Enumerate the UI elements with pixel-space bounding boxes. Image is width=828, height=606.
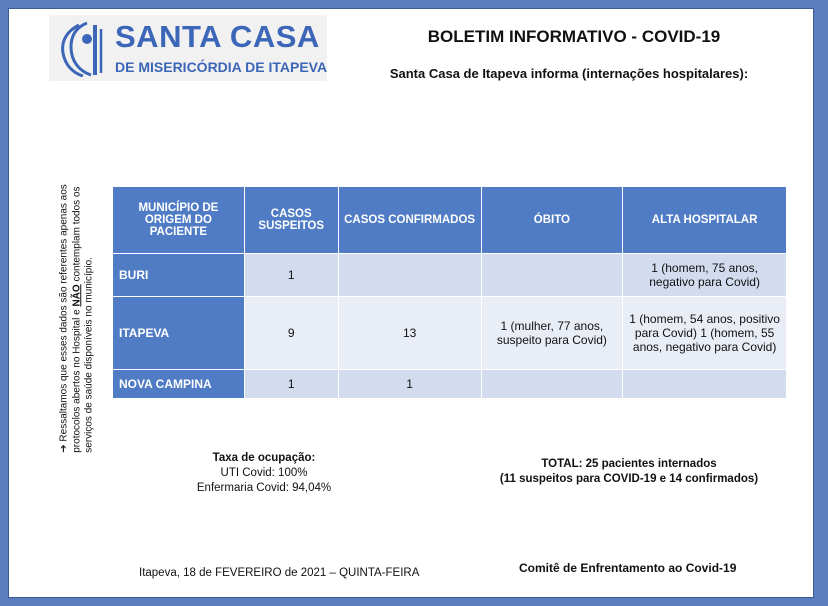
occupancy-label: Taxa de ocupação: bbox=[212, 452, 316, 464]
header-suspeitos: CASOS SUSPEITOS bbox=[244, 187, 338, 254]
cell-obito: 1 (mulher, 77 anos, suspeito para Covid) bbox=[481, 297, 623, 370]
side-note-text-before: Ressaltamos que esses dados são referentes apenas aos protocolos abertos no Hospital e bbox=[58, 184, 82, 453]
page-title: BOLETIM INFORMATIVO - COVID-19 bbox=[427, 27, 721, 46]
cell-obito bbox=[481, 254, 623, 297]
cell-suspeitos: 9 bbox=[244, 297, 338, 370]
header-confirmados: CASOS CONFIRMADOS bbox=[338, 187, 481, 254]
cell-municipio: ITAPEVA bbox=[113, 297, 245, 370]
header-alta: ALTA HOSPITALAR bbox=[623, 187, 787, 254]
occupancy-uti: UTI Covid: 100% bbox=[220, 467, 308, 479]
occupancy-rates bbox=[169, 451, 359, 496]
santa-casa-logo-icon bbox=[57, 21, 109, 77]
header-municipio: MUNICÍPIO DE ORIGEM DO PACIENTE bbox=[113, 187, 245, 254]
total-summary bbox=[479, 457, 779, 487]
table-row bbox=[113, 370, 787, 399]
logo bbox=[49, 15, 327, 81]
footer-committee: Comitê de Enfrentamento ao Covid-19 bbox=[519, 561, 737, 575]
table-row bbox=[113, 297, 787, 370]
total-line2: (11 suspeitos para COVID-19 e 14 confirmados) bbox=[499, 473, 759, 485]
side-note bbox=[58, 163, 96, 453]
cell-alta: 1 (homem, 75 anos, negativo para Covid) bbox=[623, 254, 787, 297]
bulletin-page bbox=[8, 8, 814, 598]
table-header-row bbox=[113, 187, 787, 254]
cell-municipio: BURI bbox=[113, 254, 245, 297]
cell-municipio: NOVA CAMPINA bbox=[113, 370, 245, 399]
footer-date: Itapeva, 18 de FEVEREIRO de 2021 – QUINTA-FEIRA bbox=[139, 567, 420, 579]
cell-suspeitos: 1 bbox=[244, 370, 338, 399]
cell-alta bbox=[623, 370, 787, 399]
page-subtitle: Santa Casa de Itapeva informa (internações hospitalares): bbox=[389, 66, 749, 81]
cell-obito bbox=[481, 370, 623, 399]
logo-subtitle: DE MISERICÓRDIA DE ITAPEVA bbox=[115, 59, 328, 75]
header-obito: ÓBITO bbox=[481, 187, 623, 254]
hospitalization-table bbox=[112, 186, 787, 399]
cell-alta: 1 (homem, 54 anos, positivo para Covid) 1 (homem, 55 anos, negativo para Covid) bbox=[623, 297, 787, 370]
table-row bbox=[113, 254, 787, 297]
side-note-text-after: contemplam todos os serviços de saúde disponíveis no município. bbox=[70, 186, 95, 453]
cell-confirmados: 1 bbox=[338, 370, 481, 399]
cell-confirmados: 13 bbox=[338, 297, 481, 370]
cell-suspeitos: 1 bbox=[244, 254, 338, 297]
arrow-icon: ➔ bbox=[58, 444, 70, 453]
cell-confirmados bbox=[338, 254, 481, 297]
occupancy-enfermaria: Enfermaria Covid: 94,04% bbox=[196, 482, 332, 494]
side-note-emphasis: NÃO bbox=[70, 284, 82, 307]
logo-title: SANTA CASA bbox=[115, 19, 320, 54]
total-line1: TOTAL: 25 pacientes internados bbox=[541, 458, 717, 470]
